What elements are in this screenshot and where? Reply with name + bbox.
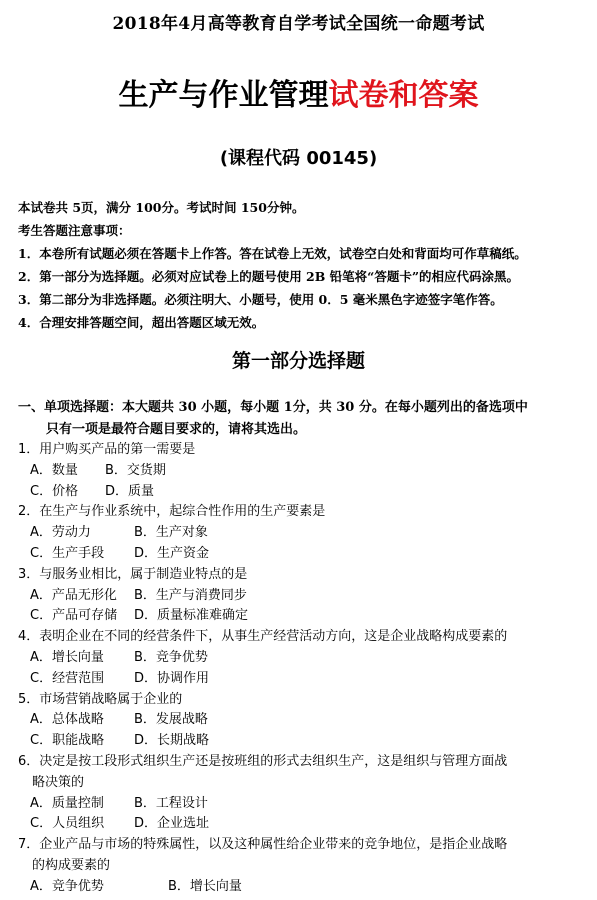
option-row [18,544,507,565]
option: C．职能战略 [30,733,105,749]
question-stem: 6．决定是按工段形式组织生产还是按班组的形式去组织生产，这是组织与管理方面战 [18,753,508,769]
option: A．总体战略 [30,712,104,728]
notice-item: 4．合理安排答题空间，超出答题区域无效。 [18,315,265,330]
option: B．发展战略 [134,712,208,728]
option-row [18,482,507,503]
part-title: 第一部分选择题 [231,350,365,372]
option-row [18,648,507,669]
question-stem-continued: 的构成要素的 [32,857,111,873]
option: A．劳动力 [30,525,91,541]
page-title [0,70,597,114]
notice-summary: 本试卷共 5页，满分 100分。考试时间 150分钟。 [18,200,305,215]
notice-heading: 考生答题注意事项： [18,223,131,238]
question-stem: 2．在生产与作业系统中，起综合性作用的生产要素是 [18,504,326,520]
exam-title: 2018年4月高等教育自学考试全国统一命题考试 [112,14,485,34]
title-highlight: 试卷和答案 [328,78,479,113]
notice-item: 3．第二部分为非选择题。必须注明大、小题号，使用 0．5 毫米黑色字迹签字笔作答。 [18,292,503,307]
notice-item: 1．本卷所有试题必须在答题卡上作答。答在试卷上无效，试卷空白处和背面均可作草稿纸。 [18,246,527,261]
option: D．协调作用 [134,670,210,686]
option: B．生产与消费同步 [134,587,247,603]
question-stem: 1．用户购买产品的第一需要是 [18,442,196,457]
option: C．生产手段 [30,545,105,561]
option-row [18,814,507,835]
option: B．生产对象 [134,525,208,541]
option: D．企业选址 [134,816,210,832]
option-row [18,461,507,482]
question-list [18,440,507,898]
question-stem: 7．企业产品与市场的特殊属性，以及这种属性给企业带来的竞争地位，是指企业战略 [18,837,508,853]
option-row [18,523,507,544]
option: C．产品可存储 [30,608,118,624]
option: B．工程设计 [134,795,208,811]
option: C．人员组织 [30,816,105,832]
option: C．经营范围 [30,670,105,686]
question-stem: 4．表明企业在不同的经营条件下，从事生产经营活动方向，这是企业战略构成要素的 [18,629,508,645]
option-row [18,731,507,752]
question-stem: 5．市场营销战略属于企业的 [18,691,183,707]
option: A．竞争优势 [30,878,104,894]
question-stem: 3．与服务业相比，属于制造业特点的是 [18,566,248,582]
option: D．质量 [105,483,155,499]
option: D．长期战略 [134,733,210,749]
title-subject: 生产与作业管理 [118,78,329,113]
notice-item: 2．第一部分为选择题。必须对应试卷上的题号使用 2B 铅笔将“答题卡”的相应代码涂黑。 [18,269,520,284]
section-heading [18,397,528,441]
course-code: (课程代码 00145) [219,148,378,169]
option: C．价格 [30,483,79,499]
option-row [18,877,507,898]
option: D．生产资金 [134,545,210,561]
option: B．竞争优势 [134,649,208,665]
option: B．增长向量 [168,878,242,894]
option: D．质量标准难确定 [134,608,249,624]
option: A．增长向量 [30,649,104,665]
section-instruction: 只有一项是最符合题目要求的，请将其选出。 [46,422,307,437]
section-instruction: 一、单项选择题：本大题共 30 小题，每小题 1分，共 30 分。在每小题列出的备选项中 [18,400,528,415]
option: B．交货期 [105,462,166,478]
option-row [18,794,507,815]
question-stem-continued: 略决策的 [32,774,85,790]
option: A．产品无形化 [30,587,117,603]
option-row [18,669,507,690]
option-row [18,710,507,731]
option-row [18,606,507,627]
option-row [18,586,507,607]
option: A．质量控制 [30,795,104,811]
notice-block [18,196,527,334]
option: A．数量 [30,462,78,478]
